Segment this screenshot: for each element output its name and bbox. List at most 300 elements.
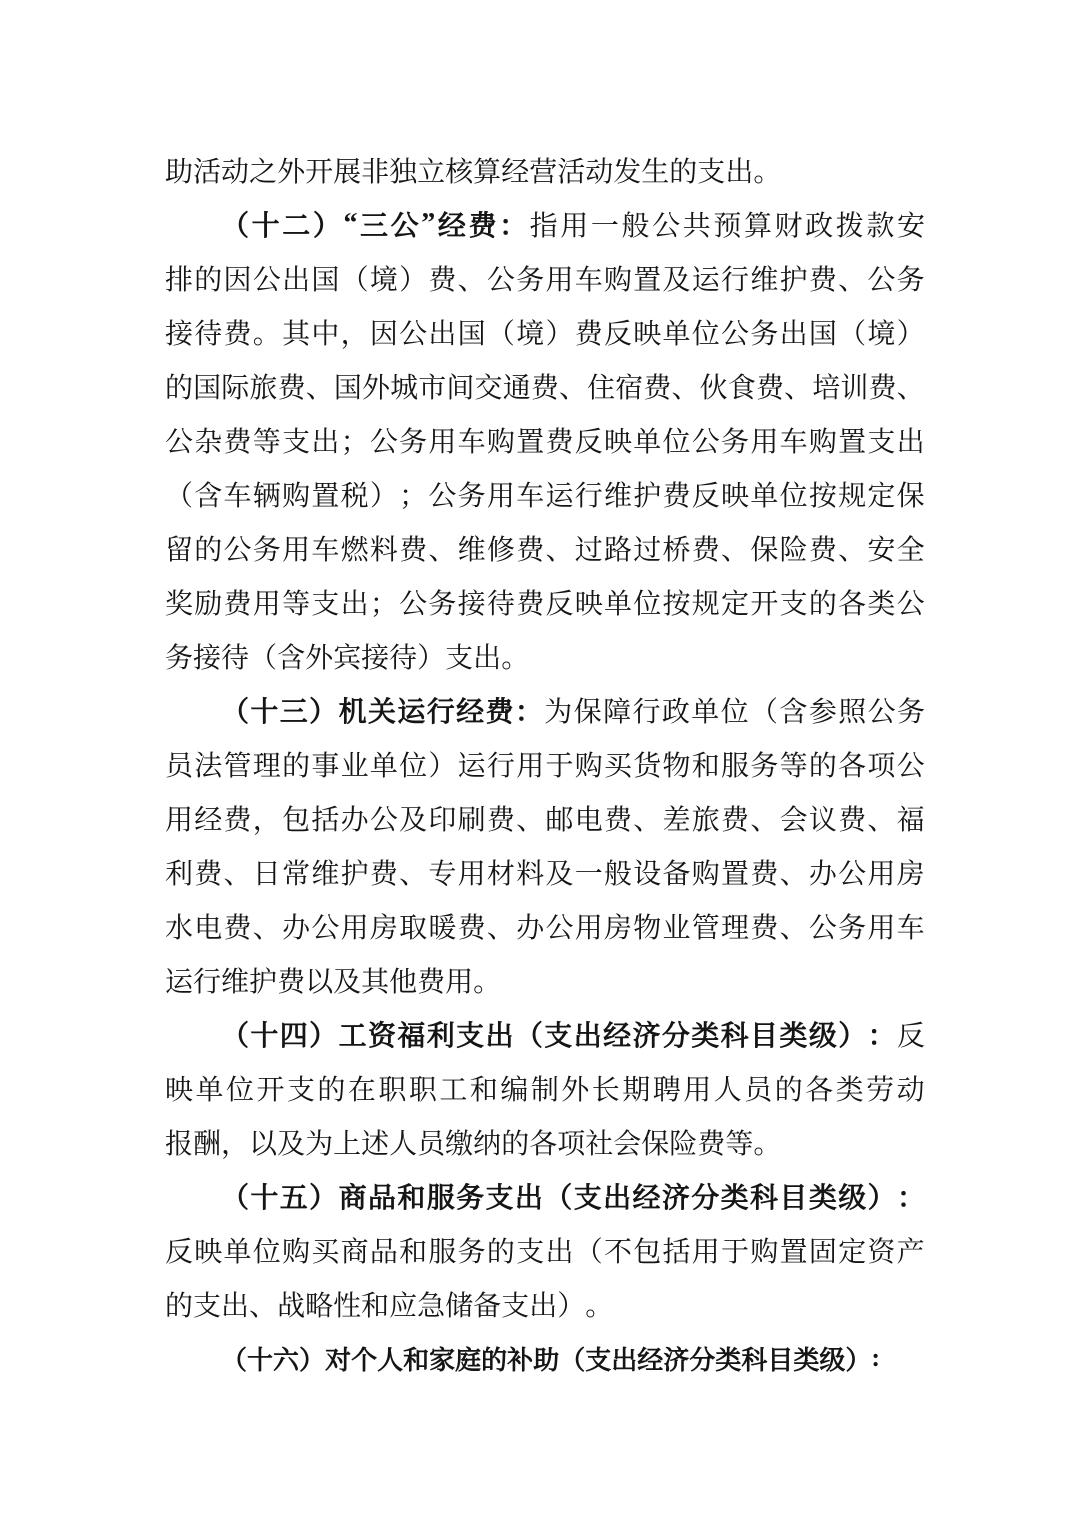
heading-character: 三	[360, 211, 389, 242]
body-character: 规	[691, 589, 720, 620]
body-character: 暖	[428, 913, 457, 944]
body-character: 反	[603, 319, 632, 350]
heading-character: ：	[514, 697, 543, 728]
body-character: 费	[428, 265, 457, 296]
body-character: 桥	[662, 535, 691, 566]
body-character: 外	[561, 1075, 590, 1106]
body-character: 购	[486, 427, 515, 458]
body-character: 各	[838, 751, 867, 782]
heading-character: 类	[720, 1183, 749, 1214]
heading-character: 资	[367, 1021, 396, 1052]
body-character: 长	[591, 1075, 620, 1106]
body-character: 的	[486, 1237, 515, 1268]
heading-character: 人	[377, 1345, 404, 1375]
body-character: 共	[682, 211, 711, 242]
body-character: 支	[867, 427, 896, 458]
body-character: 含	[277, 643, 306, 674]
body-character: 费	[223, 319, 252, 350]
heading-character: 目	[767, 1345, 794, 1375]
heading-character: 关	[367, 697, 396, 728]
heading-character: 运	[397, 697, 426, 728]
heading-character: 对	[325, 1345, 352, 1375]
body-character: 费	[643, 373, 672, 404]
heading-character: 品	[367, 1183, 396, 1214]
body-character: 的	[165, 1291, 194, 1322]
body-character: 房	[896, 859, 925, 890]
body-character: 用	[165, 805, 194, 836]
body-character: 用	[574, 913, 603, 944]
body-character: 位	[633, 589, 662, 620]
body-character: 宾	[333, 643, 362, 674]
heading-character: （	[221, 1021, 250, 1052]
body-character: 法	[194, 751, 223, 782]
heading-character: :	[871, 1343, 881, 1372]
body-character: 运	[457, 751, 486, 782]
body-character: 务	[896, 265, 925, 296]
heading-character: 十	[250, 1183, 279, 1214]
body-character: 训	[840, 373, 869, 404]
body-character: 因	[369, 319, 398, 350]
body-character: 公	[721, 319, 750, 350]
body-character: 人	[713, 1075, 742, 1106]
body-character: 置	[838, 427, 867, 458]
body-character: 、	[750, 805, 779, 836]
body-character: 旅	[691, 805, 720, 836]
heading-character: 四	[279, 1021, 308, 1052]
body-character: 服	[721, 751, 750, 782]
body-character: 购	[282, 481, 311, 512]
body-character: 出	[896, 427, 925, 458]
body-character: 业	[340, 751, 369, 782]
heading-character: 服	[426, 1183, 455, 1214]
body-character: ）	[369, 481, 398, 512]
body-character: 境	[516, 319, 545, 350]
body-character: 指	[529, 211, 558, 242]
body-character: 类	[835, 1075, 864, 1106]
text-line	[165, 467, 925, 521]
body-character: 、	[671, 373, 700, 404]
body-character: 映	[165, 1075, 194, 1106]
body-character: 辆	[252, 481, 281, 512]
body-character: 职	[408, 1075, 437, 1106]
body-character: 报	[165, 1129, 194, 1160]
body-character: 、	[779, 913, 808, 944]
heading-character: 十	[250, 697, 279, 728]
heading-character: ）	[299, 1345, 326, 1375]
body-character: 公	[896, 589, 925, 620]
body-character: 用	[486, 481, 515, 512]
body-character: 国	[808, 319, 837, 350]
body-character: 缴	[445, 1129, 474, 1160]
body-character: 出	[221, 1291, 250, 1322]
body-character: 映	[633, 319, 662, 350]
body-character: 费	[691, 535, 720, 566]
body-character: 、	[558, 373, 587, 404]
body-character: 公	[369, 805, 398, 836]
body-character: 因	[223, 265, 252, 296]
body-character: 公	[369, 427, 398, 458]
heading-character: 行	[426, 697, 455, 728]
heading-character: 济	[632, 1021, 661, 1052]
body-character: 员	[744, 1075, 773, 1106]
body-character: 保	[896, 481, 925, 512]
body-character: 于	[721, 1237, 750, 1268]
body-character: 、	[249, 1291, 278, 1322]
body-character: 国	[311, 265, 340, 296]
body-character: 反	[545, 589, 574, 620]
heading-character: 商	[338, 1183, 367, 1214]
body-character: 定	[838, 1237, 867, 1268]
body-character: 专	[428, 859, 457, 890]
body-character: 用	[750, 427, 779, 458]
body-character: 括	[662, 1237, 691, 1268]
body-character: 行	[721, 265, 750, 296]
body-character: 费	[545, 427, 574, 458]
heading-character: 利	[426, 1021, 455, 1052]
body-character: 出	[545, 1237, 574, 1268]
heading-character: 类	[808, 1183, 837, 1214]
heading-character: 经	[456, 697, 485, 728]
body-character: 购	[750, 1237, 779, 1268]
body-character: 境	[867, 319, 896, 350]
body-character: 及	[333, 967, 362, 998]
body-character: 费	[223, 805, 252, 836]
heading-character: ：	[867, 1021, 896, 1052]
body-character: 费	[277, 967, 306, 998]
text-line	[165, 1331, 925, 1385]
heading-character: 助	[533, 1345, 560, 1375]
body-character: 中	[311, 319, 340, 350]
body-character: 行	[486, 751, 515, 782]
body-character: 的	[808, 751, 837, 782]
body-character: 出	[282, 265, 311, 296]
body-character: 费	[808, 265, 837, 296]
body-character: 用	[683, 1075, 712, 1106]
body-character: 。	[585, 1291, 614, 1322]
body-character: ）	[896, 319, 925, 350]
body-character: 待	[486, 589, 515, 620]
body-character: 费	[486, 805, 515, 836]
text-line	[165, 737, 925, 791]
heading-character: 补	[507, 1345, 534, 1375]
body-character: 安	[896, 211, 925, 242]
body-character: 反	[896, 1021, 925, 1052]
heading-character: 十	[251, 211, 280, 242]
body-character: 、	[896, 373, 925, 404]
body-character: ，	[221, 1129, 250, 1160]
body-character: 动	[585, 157, 614, 188]
body-character: 备	[473, 1291, 502, 1322]
body-character: 办	[282, 913, 311, 944]
body-character: 费	[750, 859, 779, 890]
body-character: 过	[574, 535, 603, 566]
body-character: 事	[311, 751, 340, 782]
body-character: 员	[417, 1129, 446, 1160]
body-character: 的	[165, 373, 194, 404]
body-character: 支	[282, 427, 311, 458]
body-character: 费	[223, 913, 252, 944]
heading-character: （	[221, 1345, 248, 1375]
body-character: 费	[417, 967, 446, 998]
body-character: 酬	[193, 1129, 222, 1160]
heading-character: 经	[603, 1021, 632, 1052]
text-line	[165, 143, 925, 197]
body-character: 的	[501, 1129, 530, 1160]
body-character: 他	[389, 967, 418, 998]
text-line	[165, 791, 925, 845]
heading-character: ）	[309, 1183, 338, 1214]
body-character: 公	[165, 427, 194, 458]
text-line	[165, 1277, 925, 1331]
heading-character: ）	[309, 697, 338, 728]
body-character: 费	[808, 535, 837, 566]
body-character: 务	[750, 751, 779, 782]
body-character: 接	[165, 319, 194, 350]
body-character: 接	[457, 589, 486, 620]
body-character: 购	[808, 427, 837, 458]
body-character: 支	[286, 1075, 315, 1106]
body-character: 括	[311, 805, 340, 836]
body-character: 各	[838, 589, 867, 620]
body-character: 会	[779, 805, 808, 836]
body-character: 单	[633, 427, 662, 458]
body-character: 战	[277, 1291, 306, 1322]
body-character: 护	[249, 967, 278, 998]
body-character: 算	[743, 211, 772, 242]
body-character: 置	[779, 1237, 808, 1268]
body-character: 支	[779, 589, 808, 620]
body-character: 用	[560, 211, 589, 242]
body-character: 位	[252, 1237, 281, 1268]
heading-character: 庭	[455, 1345, 482, 1375]
body-character: 储	[445, 1291, 474, 1322]
body-character: 及	[277, 1129, 306, 1160]
body-character: 略	[305, 1291, 334, 1322]
body-character: 单	[662, 319, 691, 350]
heading-character: ”	[421, 208, 436, 239]
body-character: 用	[867, 859, 896, 890]
body-character: 保	[573, 697, 602, 728]
body-character: 公	[311, 913, 340, 944]
body-character: 货	[633, 751, 662, 782]
body-character: 财	[774, 211, 803, 242]
body-character: 和	[399, 1237, 428, 1268]
body-character: 维	[311, 859, 340, 890]
body-character: 公	[428, 481, 457, 512]
body-character: 车	[457, 427, 486, 458]
body-character: 行	[574, 481, 603, 512]
body-character: 车	[896, 913, 925, 944]
body-character: 费	[868, 373, 897, 404]
body-character: 差	[662, 805, 691, 836]
text-line	[165, 1169, 925, 1223]
body-character: 政	[661, 697, 690, 728]
body-character: 维	[603, 481, 632, 512]
body-character: 旅	[249, 373, 278, 404]
heading-character: （	[221, 1183, 250, 1214]
heading-character: “	[343, 208, 358, 239]
body-character: 费	[516, 535, 545, 566]
body-character: 等	[282, 589, 311, 620]
body-character: 费	[662, 481, 691, 512]
body-character: 商	[340, 1237, 369, 1268]
body-character: 出	[473, 643, 502, 674]
body-character: 物	[662, 751, 691, 782]
body-character: 出	[428, 319, 457, 350]
body-character: 费	[277, 373, 306, 404]
body-character: 及	[545, 859, 574, 890]
body-character: 务	[428, 589, 457, 620]
heading-character: 出	[611, 1345, 638, 1375]
body-character: 用	[691, 1237, 720, 1268]
body-character: 车	[516, 481, 545, 512]
body-character: 间	[446, 373, 475, 404]
heading-character: 级	[808, 1021, 837, 1052]
body-character: 材	[486, 859, 515, 890]
body-character: 出	[311, 427, 340, 458]
body-character: 支	[193, 1291, 222, 1322]
heading-character: 机	[338, 697, 367, 728]
heading-character: 科	[720, 1021, 749, 1052]
body-character: 理	[721, 913, 750, 944]
body-character: 支	[516, 1237, 545, 1268]
body-character: 行	[632, 697, 661, 728]
heading-character: （	[544, 1183, 573, 1214]
heading-character: ）	[845, 1345, 872, 1375]
body-character: （	[750, 697, 779, 728]
text-line	[165, 629, 925, 683]
text-line	[165, 953, 925, 1007]
heading-character: 类	[793, 1345, 820, 1375]
body-character: 、	[784, 373, 813, 404]
body-character: 用	[428, 427, 457, 458]
body-character: 照	[838, 697, 867, 728]
body-character: 管	[223, 751, 252, 782]
body-character: 费	[603, 805, 632, 836]
body-character: 工	[439, 1075, 468, 1106]
body-character: 反	[165, 1237, 194, 1268]
body-character: 备	[662, 859, 691, 890]
body-character: 映	[194, 1237, 223, 1268]
body-character: 的	[282, 751, 311, 782]
body-character: 车	[223, 481, 252, 512]
body-character: 急	[417, 1291, 446, 1322]
body-character: 食	[727, 373, 756, 404]
body-character: 险	[779, 535, 808, 566]
body-character: ，	[340, 319, 369, 350]
heading-character: （	[559, 1345, 586, 1375]
body-character: 支	[501, 1291, 530, 1322]
body-character: 一	[574, 859, 603, 890]
body-character: 制	[530, 1075, 559, 1106]
heading-character: 支	[485, 1183, 514, 1214]
body-character: 房	[369, 913, 398, 944]
body-character: 款	[866, 211, 895, 242]
heading-character: 科	[741, 1345, 768, 1375]
body-character: 务	[838, 913, 867, 944]
body-character: 接	[361, 643, 390, 674]
body-character: 待	[389, 643, 418, 674]
body-character: 。	[753, 1129, 782, 1160]
text-line	[165, 1115, 925, 1169]
body-character: 费	[516, 589, 545, 620]
body-character: 购	[603, 265, 632, 296]
body-character: 刷	[457, 805, 486, 836]
heading-character: 的	[481, 1345, 508, 1375]
heading-character: 类	[779, 1021, 808, 1052]
body-character: 。	[753, 157, 782, 188]
heading-character: 家	[429, 1345, 456, 1375]
heading-character: 出	[514, 1183, 543, 1214]
body-character: 单	[369, 751, 398, 782]
body-character: 开	[305, 157, 334, 188]
text-line	[165, 359, 925, 413]
body-character: 外	[305, 643, 334, 674]
body-character: 聘	[652, 1075, 681, 1106]
body-character: 、	[516, 805, 545, 836]
body-character: 公	[808, 913, 837, 944]
body-character: 公	[896, 751, 925, 782]
heading-character: 费	[468, 211, 497, 242]
body-character: 编	[500, 1075, 529, 1106]
body-character: 费	[838, 805, 867, 836]
body-character: 一	[590, 211, 619, 242]
body-character: 办	[808, 859, 837, 890]
body-character: 置	[311, 481, 340, 512]
heading-character: 分	[691, 1183, 720, 1214]
body-character: 用	[445, 967, 474, 998]
heading-character: 支	[544, 1021, 573, 1052]
body-character: 购	[691, 859, 720, 890]
heading-character: 级	[819, 1345, 846, 1375]
body-character: 住	[587, 373, 616, 404]
body-character: 国	[193, 373, 222, 404]
heading-character: 类	[691, 1021, 720, 1052]
body-character: 参	[808, 697, 837, 728]
body-character: 等	[779, 751, 808, 782]
body-character: 留	[165, 535, 194, 566]
body-character: 买	[311, 1237, 340, 1268]
body-character: 购	[282, 1237, 311, 1268]
body-character: 为	[544, 697, 573, 728]
body-character: 纳	[473, 1129, 502, 1160]
body-character: 公	[691, 427, 720, 458]
body-character: 公	[867, 697, 896, 728]
body-character: 培	[812, 373, 841, 404]
body-character: 奖	[165, 589, 194, 620]
body-character: 障	[603, 697, 632, 728]
body-character: 以	[249, 1129, 278, 1160]
body-character: 邮	[545, 805, 574, 836]
heading-character: 分	[661, 1021, 690, 1052]
body-character: 、	[838, 265, 867, 296]
body-character: 展	[333, 157, 362, 188]
body-character: 出	[779, 319, 808, 350]
heading-character: 目	[750, 1021, 779, 1052]
heading-character: ）	[312, 211, 341, 242]
body-character: 维	[221, 967, 250, 998]
body-character: 支	[697, 157, 726, 188]
body-character: 护	[633, 481, 662, 512]
body-character: 按	[662, 589, 691, 620]
body-character: 排	[165, 265, 194, 296]
body-character: 预	[713, 211, 742, 242]
body-character: 的	[317, 1075, 346, 1106]
body-character: 用	[516, 751, 545, 782]
body-character: 利	[165, 859, 194, 890]
body-character: 单	[750, 481, 779, 512]
body-character: 、	[252, 913, 281, 944]
